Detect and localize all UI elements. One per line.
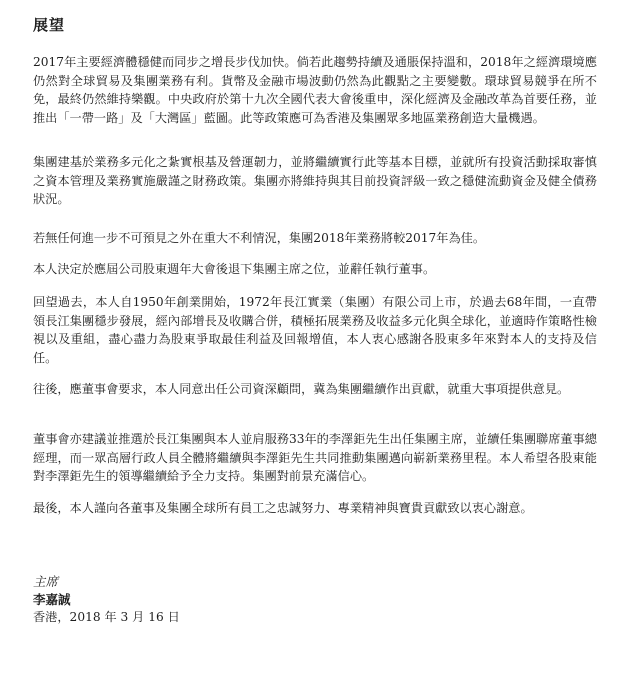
signature-role: 主席 [33, 574, 59, 589]
signature-name: 李嘉誠 [33, 592, 71, 607]
paragraph-retirement-decision: 本人決定於應屆公司股東週年大會後退下集團主席之位，並辭任執行董事。 [33, 262, 436, 276]
paragraph-senior-advisor: 往後，應董事會要求，本人同意出任公司資深顧問，冀為集團繼續作出貢獻，就重大事項提供意見。 [33, 382, 570, 396]
paragraph-succession: 董事會亦建議並推選於長江集團與本人並肩服務33年的李澤鉅先生出任集團主席，並續任集團聯席董事總經理，而一眾高層行政人員全體將繼續與李澤鉅先生共同推動集團邁向嶄新業務里程。本人希望各股東能對李澤鉅先生的領導繼續給予全力支持。集團對前景充滿信心。 [33, 432, 597, 484]
paragraph-business-strategy: 集團建基於業務多元化之紮實根基及營運韌力，並將繼續實行此等基本目標，並就所有投資活動採取審慎之資本管理及業務實施嚴謹之財務政策。集團亦將維持與其目前投資評級一致之穩健流動資金及健全債務狀況。 [33, 155, 597, 207]
paragraph-economic-outlook: 2017年主要經濟體穩健而同步之增長步伐加快。倘若此趨勢持續及通脹保持溫和，2018年之經濟環境應仍然對全球貿易及集團業務有利。貨幣及金融市場波動仍然為此觀點之主要變數。環球貿易競爭在所不免，最終仍然維持樂觀。中央政府於第十九次全國代表大會後重申，深化經濟及金融改革為首要任務，並推出「一帶一路」及「大灣區」藍圖。此等政策應可為香港及集團眾多地區業務創造大量機遇。 [33, 55, 597, 125]
section-title: 展望 [33, 16, 66, 34]
paragraph-looking-back: 回望過去，本人自1950年創業開始，1972年長江實業（集團）有限公司上市，於過去68年間，一直帶領長江集團穩步發展，經內部增長及收購合併，積極拓展業務及收益多元化與全球化，並適時作策略性檢視以及重組，盡心盡力為股東爭取最佳利益及回報增值，本人衷心感謝各股東多年來對本人的支持及信任。 [33, 295, 597, 365]
paragraph-acknowledgement: 最後，本人謹向各董事及集團全球所有員工之忠誠努力、專業精神與寶貴貢獻致以衷心謝意。 [33, 501, 533, 515]
signature-date: 香港，2018 年 3 月 16 日 [33, 610, 180, 624]
paragraph-2018-forecast: 若無任何進一步不可預見之外在重大不利情況，集團2018年業務將較2017年為佳。 [33, 231, 486, 245]
